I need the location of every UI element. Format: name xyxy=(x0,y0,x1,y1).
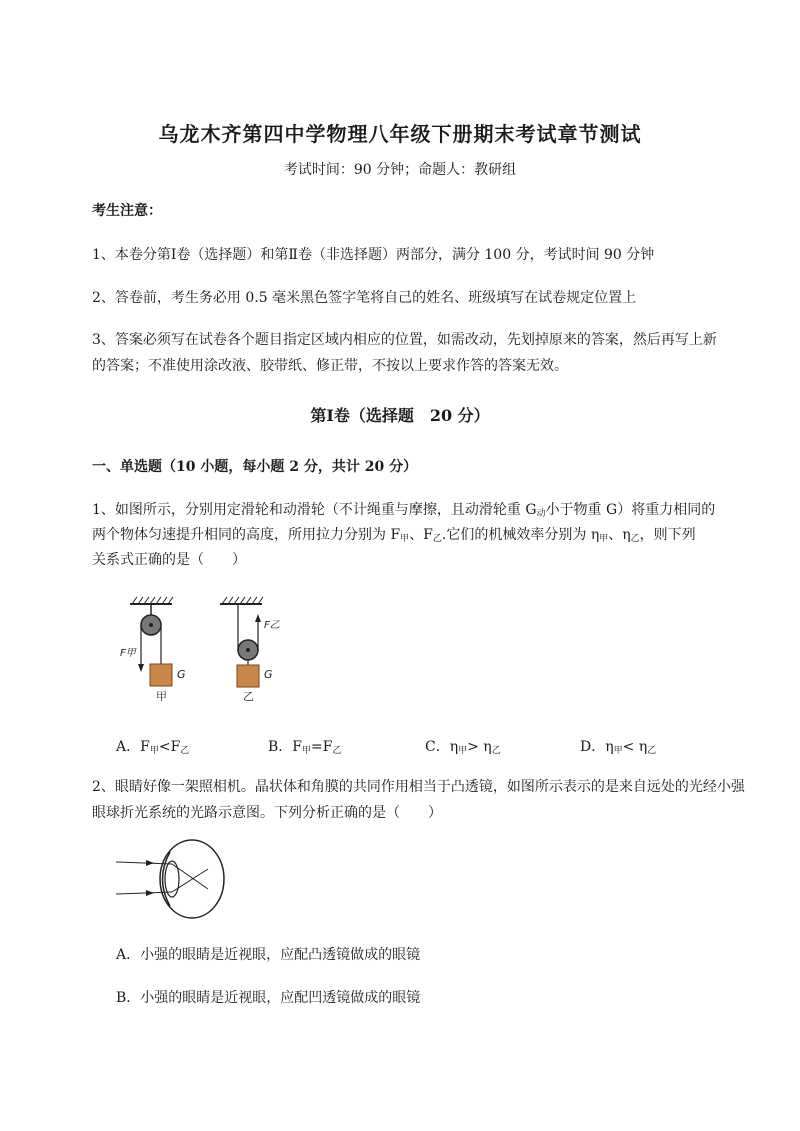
weight-label-jia: G xyxy=(177,668,186,681)
movable-pulley-figure xyxy=(220,597,280,702)
force-label-jia: F甲 xyxy=(120,648,136,659)
question-1-line-1: 1、如图所示，分别用定滑轮和动滑轮（不计绳重与摩擦，且动滑轮重 $G_动$小于物重 G）将重力相同的 xyxy=(92,502,716,519)
force-label-yi: F乙 xyxy=(264,620,280,631)
question-1-option-d[interactable]: D．$\eta_甲< \eta_乙$ xyxy=(580,739,657,756)
notice-item-2: 2、答卷前，考生务必用 0.5 毫米黑色签字笔将自己的姓名、班级填写在试卷规定位置上 xyxy=(92,290,637,306)
question-1-option-c[interactable]: C．$\eta_甲> \eta_乙$ xyxy=(425,739,501,756)
notice-heading: 考生注意： xyxy=(92,203,162,219)
question-1-line-3: 关系式正确的是（ ） xyxy=(92,552,246,568)
question-2-option-a[interactable]: A．小强的眼睛是近视眼，应配凸透镜做成的眼镜 xyxy=(116,947,421,963)
notice-item-1: 1、本卷分第Ⅰ卷（选择题）和第Ⅱ卷（非选择题）两部分，满分 100 分，考试时间 90 分钟 xyxy=(92,247,655,263)
pulley-diagram xyxy=(110,592,300,702)
exam-info: 考试时间：90 分钟；命题人：教研组 xyxy=(283,162,517,178)
question-2-text: 2、眼睛好像一架照相机。晶状体和角膜的共同作用相当于凸透镜，如图所示表示的是来自远处的光经小强眼球折光系统的光路示意图。下列分析正确的是（ ） xyxy=(92,779,745,821)
weight-label-yi: G xyxy=(264,668,273,681)
question-1-option-b[interactable]: B．$F_甲=F_乙$ xyxy=(268,739,342,756)
notice-item-3: 3、答案必须写在试卷各个题目指定区域内相应的位置，如需改动，先划掉原来的答案，然后再写上新的答案；不准使用涂改液、胶带纸、修正带，不按以上要求作答的答案无效。 xyxy=(92,332,717,374)
figure-label-jia: 甲 xyxy=(156,690,167,702)
page-title: 乌龙木齐第四中学物理八年级下册期末考试章节测试 xyxy=(158,122,642,146)
question-1-option-a[interactable]: A．$F_甲<F_乙$ xyxy=(116,739,190,756)
part-heading: 一、单选题（10 小题，每小题 2 分，共计 20 分） xyxy=(92,459,418,475)
section-title: 第Ⅰ卷（选择题 20 分） xyxy=(310,406,490,425)
question-1-line-2: 两个物体匀速提升相同的高度，所用拉力分别为 $F_甲$、$F_乙$.它们的机械效率分别为 $\eta_甲$、$\eta_乙$，则下列 xyxy=(92,527,696,544)
question-2-option-b[interactable]: B．小强的眼睛是近视眼，应配凹透镜做成的眼镜 xyxy=(116,990,421,1006)
fixed-pulley-figure xyxy=(120,597,186,702)
eye-diagram xyxy=(110,838,225,924)
figure-label-yi: 乙 xyxy=(243,690,254,702)
